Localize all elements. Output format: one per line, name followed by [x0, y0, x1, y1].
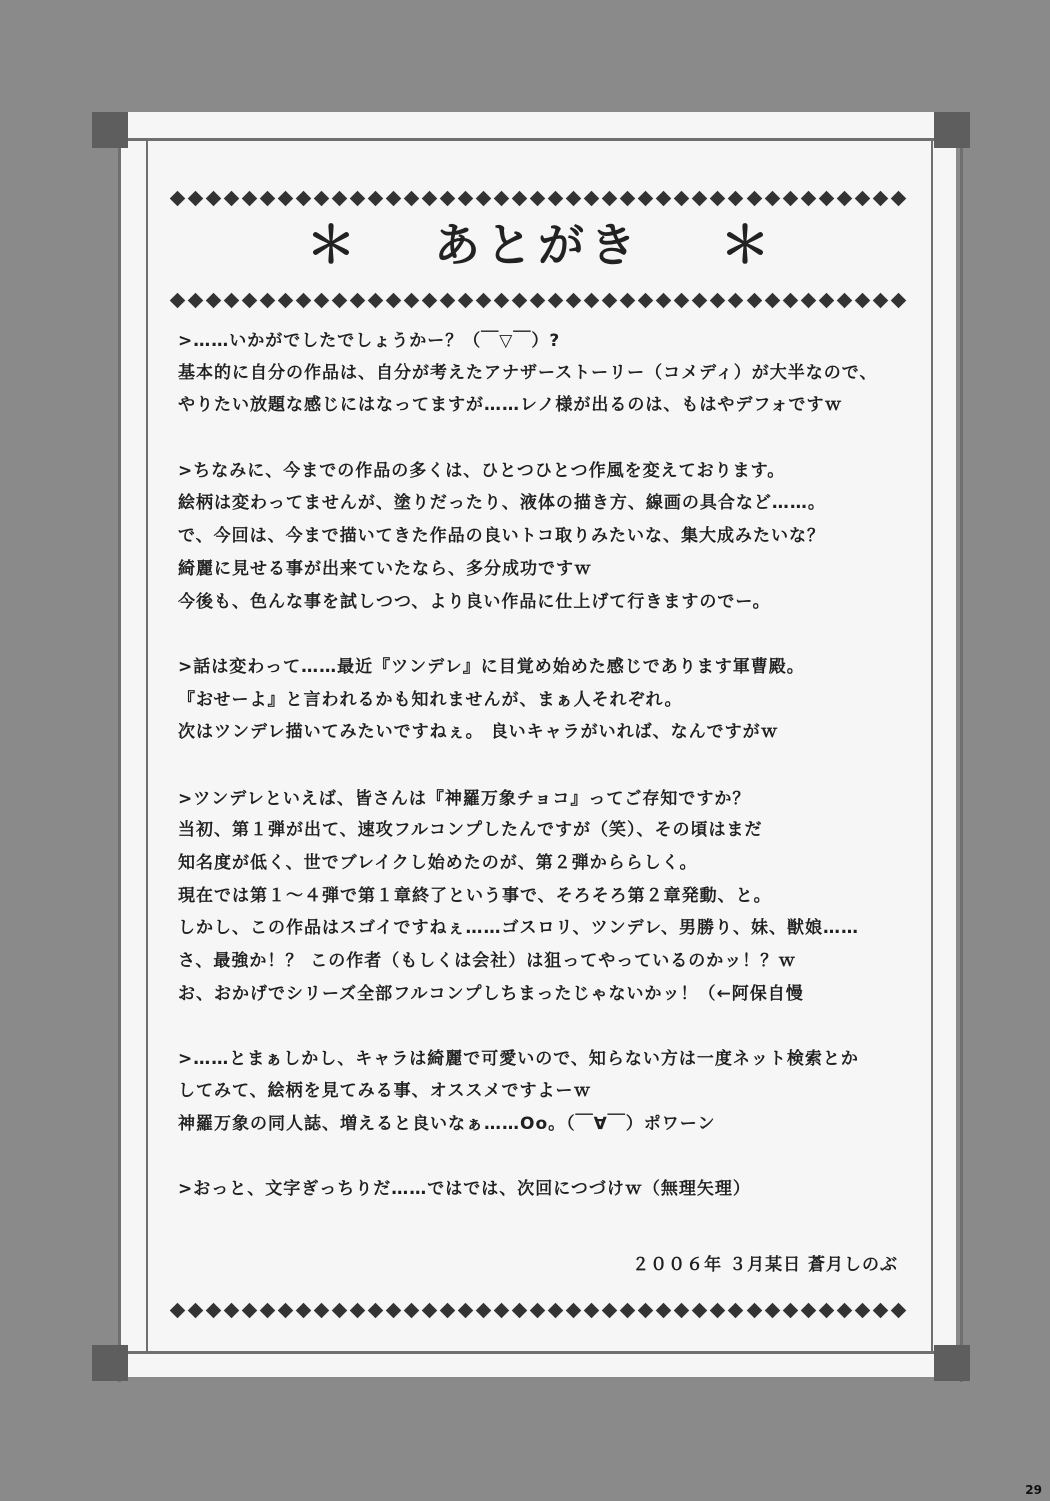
body-line: 絵柄は変わってませんが、塗りだったり、液体の描き方、線画の具合など……。 [178, 493, 826, 513]
diamond-ornament [440, 1302, 456, 1318]
diamond-ornament [242, 190, 258, 206]
diamond-ornament [350, 1302, 366, 1318]
diamond-ornament [584, 190, 600, 206]
body-line: お、おかげでシリーズ全部フルコンプしちまったじゃないかッ！（←阿保自慢 [178, 984, 804, 1004]
diamond-ornament [566, 190, 582, 206]
diamond-ornament [386, 190, 402, 206]
diamond-ornament [764, 1302, 780, 1318]
diamond-ornament [638, 1302, 654, 1318]
diamond-ornament [872, 190, 888, 206]
diamond-ornament [854, 1302, 870, 1318]
corner-ornament-top-right [934, 112, 970, 148]
diamond-ornament [332, 1302, 348, 1318]
asterisk-icon: ＊ [720, 216, 770, 274]
diamond-ornament [530, 292, 546, 308]
diamond-ornament [260, 1302, 276, 1318]
diamond-border-bottom [172, 1300, 904, 1320]
diamond-ornament [368, 190, 384, 206]
diamond-ornament [890, 190, 906, 206]
diamond-ornament [314, 190, 330, 206]
diamond-ornament [224, 1302, 240, 1318]
diamond-ornament [314, 1302, 330, 1318]
diamond-ornament [512, 1302, 528, 1318]
diamond-ornament [728, 190, 744, 206]
diamond-ornament [422, 1302, 438, 1318]
diamond-ornament [602, 190, 618, 206]
diamond-ornament [278, 292, 294, 308]
body-line: 今後も、色んな事を試しつつ、より良い作品に仕上げて行きますのでー。 [178, 592, 771, 612]
diamond-ornament [566, 292, 582, 308]
page-number: 29 [1025, 1483, 1042, 1497]
body-line: 知名度が低く、世でブレイクし始めたのが、第２弾かららしく。 [178, 853, 698, 873]
diamond-ornament [188, 190, 204, 206]
frame-line-bottom [92, 1351, 970, 1354]
diamond-ornament [818, 190, 834, 206]
diamond-ornament [206, 292, 222, 308]
diamond-ornament [872, 1302, 888, 1318]
diamond-ornament [494, 292, 510, 308]
diamond-ornament [278, 190, 294, 206]
diamond-ornament [476, 1302, 492, 1318]
body-line: やりたい放題な感じにはなってますが……レノ様が出るのは、もはやデフォですｗ [178, 395, 843, 415]
diamond-ornament [386, 292, 402, 308]
diamond-ornament [314, 292, 330, 308]
body-line: で、今回は、今まで描いてきた作品の良いトコ取りみたいな、集大成みたいな？ [178, 526, 825, 546]
diamond-ornament [422, 292, 438, 308]
diamond-ornament [404, 190, 420, 206]
diamond-ornament [800, 292, 816, 308]
diamond-ornament [836, 292, 852, 308]
diamond-ornament [800, 1302, 816, 1318]
diamond-ornament [656, 1302, 672, 1318]
diamond-ornament [296, 190, 312, 206]
diamond-ornament [188, 1302, 204, 1318]
diamond-ornament [674, 190, 690, 206]
author-signature: ２００６年 ３月某日 蒼月しのぶ [632, 1255, 898, 1275]
asterisk-icon: ＊ [306, 216, 356, 274]
body-line: さ、最強か！？ この作者（もしくは会社）は狙ってやっているのかッ！？ｗ [178, 951, 797, 971]
diamond-ornament [404, 292, 420, 308]
body-line: >おっと、文字ぎっちりだ……ではでは、次回につづけｗ（無理矢理） [178, 1179, 751, 1199]
diamond-ornament [872, 292, 888, 308]
diamond-ornament [602, 292, 618, 308]
diamond-ornament [548, 190, 564, 206]
diamond-ornament [746, 1302, 762, 1318]
diamond-ornament [296, 1302, 312, 1318]
diamond-ornament [890, 1302, 906, 1318]
diamond-ornament [224, 292, 240, 308]
diamond-ornament [638, 292, 654, 308]
corner-ornament-top-left [92, 112, 128, 148]
diamond-border-under-title [172, 290, 904, 310]
diamond-ornament [458, 1302, 474, 1318]
diamond-ornament [620, 292, 636, 308]
diamond-ornament [170, 1302, 186, 1318]
diamond-ornament [710, 1302, 726, 1318]
diamond-ornament [206, 1302, 222, 1318]
diamond-ornament [332, 190, 348, 206]
diamond-ornament [458, 190, 474, 206]
diamond-ornament [350, 292, 366, 308]
diamond-ornament [368, 292, 384, 308]
title-text: あとがき [434, 218, 642, 272]
body-line: >……いかがでしたでしょうかー？（￣▽￣）? [178, 331, 561, 351]
diamond-ornament [170, 190, 186, 206]
frame-line-right [960, 112, 963, 1382]
diamond-ornament [278, 1302, 294, 1318]
diamond-ornament [530, 190, 546, 206]
body-line: 綺麗に見せる事が出来ていたなら、多分成功ですｗ [178, 559, 592, 579]
page-title [172, 210, 904, 280]
frame-line-inner-right [931, 140, 933, 1352]
body-line: しかし、この作品はスゴイですねぇ……ゴスロリ、ツンデレ、男勝り、妹、獣娘…… [178, 918, 859, 938]
diamond-ornament [476, 190, 492, 206]
diamond-ornament [692, 190, 708, 206]
body-line: >ツンデレといえば、皆さんは『神羅万象チョコ』ってご存知ですか？ [178, 789, 751, 809]
frame-line-left [118, 112, 121, 1382]
frame-line-top [92, 138, 970, 141]
diamond-ornament [836, 190, 852, 206]
body-line: >……とまぁしかし、キャラは綺麗で可愛いので、知らない方は一度ネット検索とか [178, 1049, 859, 1069]
diamond-ornament [188, 292, 204, 308]
diamond-ornament [260, 190, 276, 206]
diamond-ornament [674, 1302, 690, 1318]
diamond-ornament [638, 190, 654, 206]
body-line: 基本的に自分の作品は、自分が考えたアナザーストーリー（コメディ）が大半なので、 [178, 363, 878, 383]
diamond-ornament [818, 292, 834, 308]
diamond-ornament [566, 1302, 582, 1318]
body-line: >ちなみに、今までの作品の多くは、ひとつひとつ作風を変えております。 [178, 461, 786, 481]
diamond-ornament [296, 292, 312, 308]
body-line: 現在では第１～４弾で第１章終了という事で、そろそろ第２章発動、と。 [178, 886, 772, 906]
diamond-ornament [746, 292, 762, 308]
diamond-ornament [458, 292, 474, 308]
diamond-ornament [494, 190, 510, 206]
diamond-ornament [818, 1302, 834, 1318]
diamond-ornament [728, 292, 744, 308]
frame-line-inner-left [146, 140, 148, 1352]
diamond-ornament [368, 1302, 384, 1318]
diamond-ornament [548, 1302, 564, 1318]
diamond-ornament [242, 1302, 258, 1318]
diamond-ornament [476, 292, 492, 308]
diamond-ornament [620, 1302, 636, 1318]
diamond-ornament [710, 190, 726, 206]
diamond-ornament [170, 292, 186, 308]
diamond-border-top [172, 188, 904, 208]
diamond-ornament [782, 292, 798, 308]
diamond-ornament [800, 190, 816, 206]
diamond-ornament [692, 1302, 708, 1318]
diamond-ornament [440, 292, 456, 308]
corner-ornament-bottom-left [92, 1345, 128, 1381]
diamond-ornament [890, 292, 906, 308]
diamond-ornament [404, 1302, 420, 1318]
body-line: してみて、絵柄を見てみる事、オススメですよーｗ [178, 1081, 592, 1101]
body-line: >話は変わって……最近『ツンデレ』に目覚め始めた感じであります軍曹殿。 [178, 657, 805, 677]
corner-ornament-bottom-right [934, 1345, 970, 1381]
diamond-ornament [656, 190, 672, 206]
diamond-ornament [854, 190, 870, 206]
diamond-ornament [584, 292, 600, 308]
diamond-ornament [674, 292, 690, 308]
diamond-ornament [728, 1302, 744, 1318]
diamond-ornament [782, 190, 798, 206]
body-line: 神羅万象の同人誌、増えると良いなぁ……Oo。（￣∀￣）ポワーン [178, 1114, 716, 1134]
diamond-ornament [224, 190, 240, 206]
diamond-ornament [764, 292, 780, 308]
diamond-ornament [602, 1302, 618, 1318]
body-line: 次はツンデレ描いてみたいですねぇ。 良いキャラがいれば、なんですがｗ [178, 722, 779, 742]
diamond-ornament [656, 292, 672, 308]
diamond-ornament [692, 292, 708, 308]
diamond-ornament [350, 190, 366, 206]
diamond-ornament [494, 1302, 510, 1318]
diamond-ornament [764, 190, 780, 206]
diamond-ornament [422, 190, 438, 206]
diamond-ornament [512, 292, 528, 308]
diamond-ornament [782, 1302, 798, 1318]
diamond-ornament [206, 190, 222, 206]
diamond-ornament [512, 190, 528, 206]
diamond-ornament [584, 1302, 600, 1318]
diamond-ornament [332, 292, 348, 308]
diamond-ornament [620, 190, 636, 206]
diamond-ornament [836, 1302, 852, 1318]
diamond-ornament [710, 292, 726, 308]
body-line: 当初、第１弾が出て、速攻フルコンプしたんですが（笑）、その頃はまだ [178, 820, 763, 840]
diamond-ornament [260, 292, 276, 308]
diamond-ornament [548, 292, 564, 308]
diamond-ornament [440, 190, 456, 206]
diamond-ornament [854, 292, 870, 308]
diamond-ornament [386, 1302, 402, 1318]
body-line: 『おせーよ』と言われるかも知れませんが、まぁ人それぞれ。 [178, 690, 683, 710]
diamond-ornament [530, 1302, 546, 1318]
diamond-ornament [746, 190, 762, 206]
diamond-ornament [242, 292, 258, 308]
